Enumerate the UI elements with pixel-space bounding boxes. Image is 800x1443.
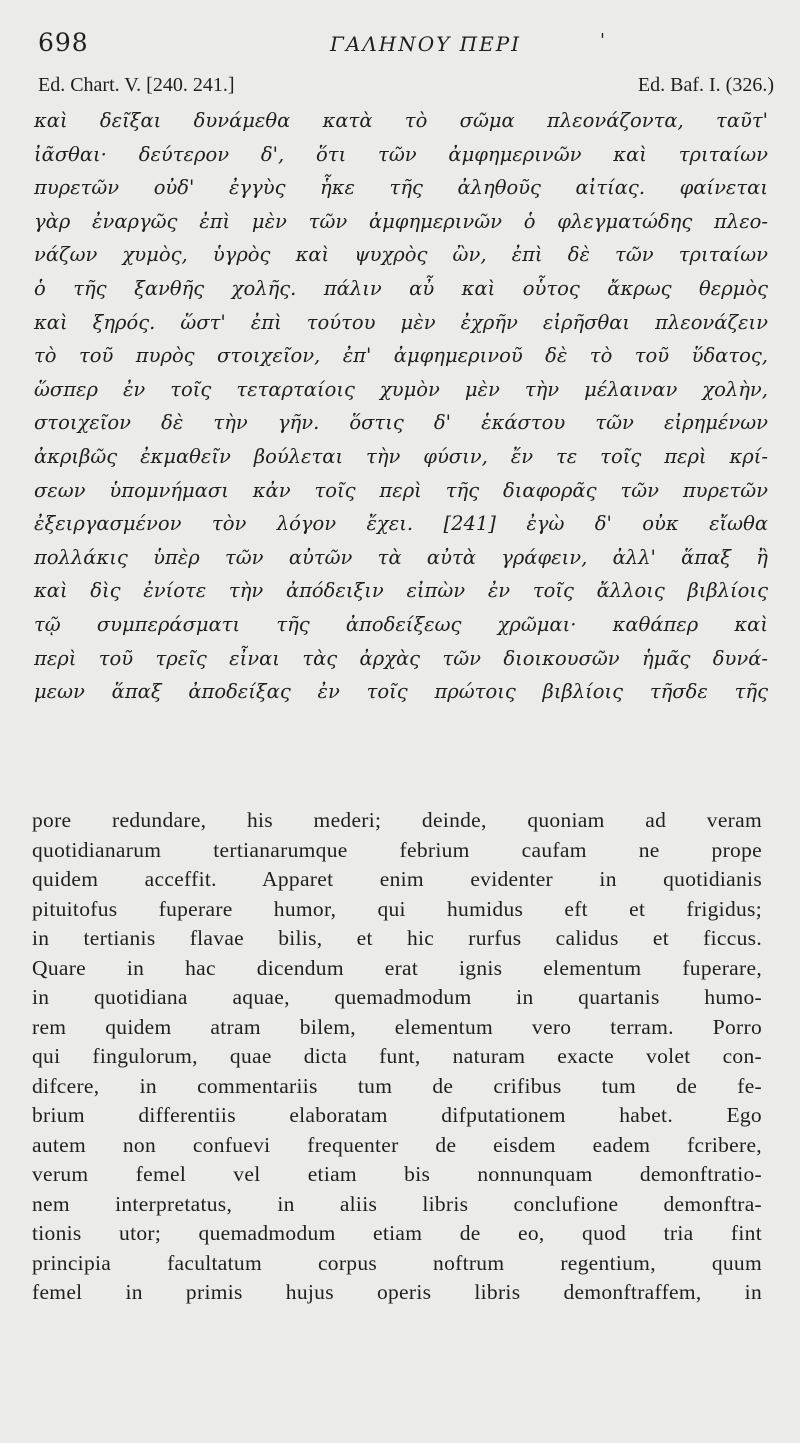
greek-text-line: μεων ἅπαξ ἀποδείξας ἐν τοῖς πρώτοις βιβλίοις τῆσδε τῆς: [34, 680, 768, 704]
running-title: ΓΑΛΗΝΟΥ ΠΕΡΙ: [330, 32, 522, 56]
greek-text-line: καὶ δὶς ἐνίοτε τὴν ἀπόδειξιν εἰπὼν ἐν τοῖς ἄλλοις βιβλίοις: [34, 579, 768, 603]
greek-text-line: ἰᾶσθαι· δεύτερον δ', ὅτι τῶν ἀμφημερινῶν καὶ τριταίων: [34, 142, 768, 166]
greek-text-line: ὁ τῆς ξανθῆς χολῆς. πάλιν αὖ καὶ οὗτος ἄκρως θερμὸς: [34, 276, 768, 300]
greek-text-line: καὶ δεῖξαι δυνάμεθα κατὰ τὸ σῶμα πλεονάζοντα, ταῦτ': [34, 109, 768, 132]
greek-text-line: στοιχεῖον δὲ τὴν γῆν. ὅστις δ' ἑκάστου τῶν εἰρημένων: [34, 411, 768, 435]
edition-references: [38, 74, 774, 102]
greek-text-line: πυρετῶν οὐδ' ἐγγὺς ἧκε τῆς ἀληθοῦς αἰτίας. φαίνεται: [34, 176, 768, 200]
greek-text-line: ἐξειργασμένον τὸν λόγον ἔχει. [241] ἐγὼ δ' οὐκ εἴωθα: [34, 512, 768, 536]
greek-text-line: τὸ τοῦ πυρὸς στοιχεῖον, ἐπ' ἀμφημερινοῦ δὲ τὸ τοῦ ὕδατος,: [34, 344, 768, 368]
latin-text-line: autem non confuevi frequenter de eisdem eadem fcribere,: [32, 1132, 762, 1157]
greek-text-line: σεων ὑπομνήμασι κἀν τοῖς περὶ τῆς διαφορᾶς τῶν πυρετῶν: [34, 478, 768, 502]
edition-ref-basel: Ed. Baf. I. (326.): [637, 74, 774, 96]
edition-ref-chartier: Ed. Chart. V. [240. 241.]: [38, 74, 235, 96]
latin-text-line: qui fingulorum, quae dicta funt, naturam exacte volet con-: [32, 1044, 762, 1068]
latin-text-line: nem interpretatus, in aliis libris conclufione demonftra-: [32, 1191, 762, 1216]
latin-text-line: in tertianis flavae bilis, et hic rurfus calidus et ficcus.: [32, 926, 762, 950]
latin-text-line: rem quidem atram bilem, elementum vero terram. Porro: [32, 1014, 762, 1039]
latin-text-line: pore redundare, his mederi; deinde, quoniam ad veram: [32, 808, 762, 832]
greek-text-line: ἀκριβῶς ἐκμαθεῖν βούλεται τὴν φύσιν, ἔν τε τοῖς περὶ κρί-: [34, 444, 768, 468]
latin-text-line: tionis utor; quemadmodum etiam de eo, quod tria fint: [32, 1221, 762, 1245]
latin-text-line: quidem acceffit. Apparet enim evidenter in quotidianis: [32, 867, 762, 891]
header-mark: ': [600, 30, 605, 51]
latin-text-line: femel in primis hujus operis libris demonftraffem, in: [32, 1280, 762, 1304]
latin-text-line: principia facultatum corpus noftrum regentium, quum: [32, 1250, 762, 1275]
latin-text-line: pituitofus fuperare humor, qui humidus eft et frigidus;: [32, 896, 762, 921]
page-header: [38, 28, 774, 62]
latin-text-line: quotidianarum tertianarumque febrium caufam ne prope: [32, 837, 762, 862]
page-number: 698: [38, 28, 89, 57]
latin-text-line: in quotidiana aquae, quemadmodum in quartanis humo-: [32, 985, 762, 1009]
greek-text-line: περὶ τοῦ τρεῖς εἶναι τὰς ἀρχὰς τῶν διοικουσῶν ἡμᾶς δυνά-: [34, 646, 768, 670]
greek-text-line: πολλάκις ὑπὲρ τῶν αὐτῶν τὰ αὐτὰ γράφειν, ἀλλ' ἅπαξ ἢ: [34, 545, 768, 569]
latin-text-block: [32, 806, 762, 1308]
latin-text-line: brium differentiis elaboratam difputationem habet. Ego: [32, 1103, 762, 1127]
greek-text-line: τῷ συμπεράσματι τῆς ἀποδείξεως χρῶμαι· καθάπερ καὶ: [34, 612, 768, 636]
greek-text-block: [34, 104, 768, 709]
greek-text-line: νάζων χυμὸς, ὑγρὸς καὶ ψυχρὸς ὢν, ἐπὶ δὲ τῶν τριταίων: [34, 243, 768, 267]
greek-text-line: ὥσπερ ἐν τοῖς τεταρταίοις χυμὸν μὲν τὴν μέλαιναν χολὴν,: [34, 377, 768, 401]
greek-text-line: καὶ ξηρός. ὥστ' ἐπὶ τούτου μὲν ἐχρῆν εἰρῆσθαι πλεονάζειν: [34, 310, 768, 334]
latin-text-line: verum femel vel etiam bis nonnunquam demonftratio-: [32, 1162, 762, 1186]
latin-text-line: Quare in hac dicendum erat ignis elementum fuperare,: [32, 955, 762, 980]
latin-text-line: difcere, in commentariis tum de crifibus tum de fe-: [32, 1073, 762, 1098]
greek-text-line: γὰρ ἐναργῶς ἐπὶ μὲν τῶν ἀμφημερινῶν ὁ φλεγματώδης πλεο-: [34, 209, 768, 233]
